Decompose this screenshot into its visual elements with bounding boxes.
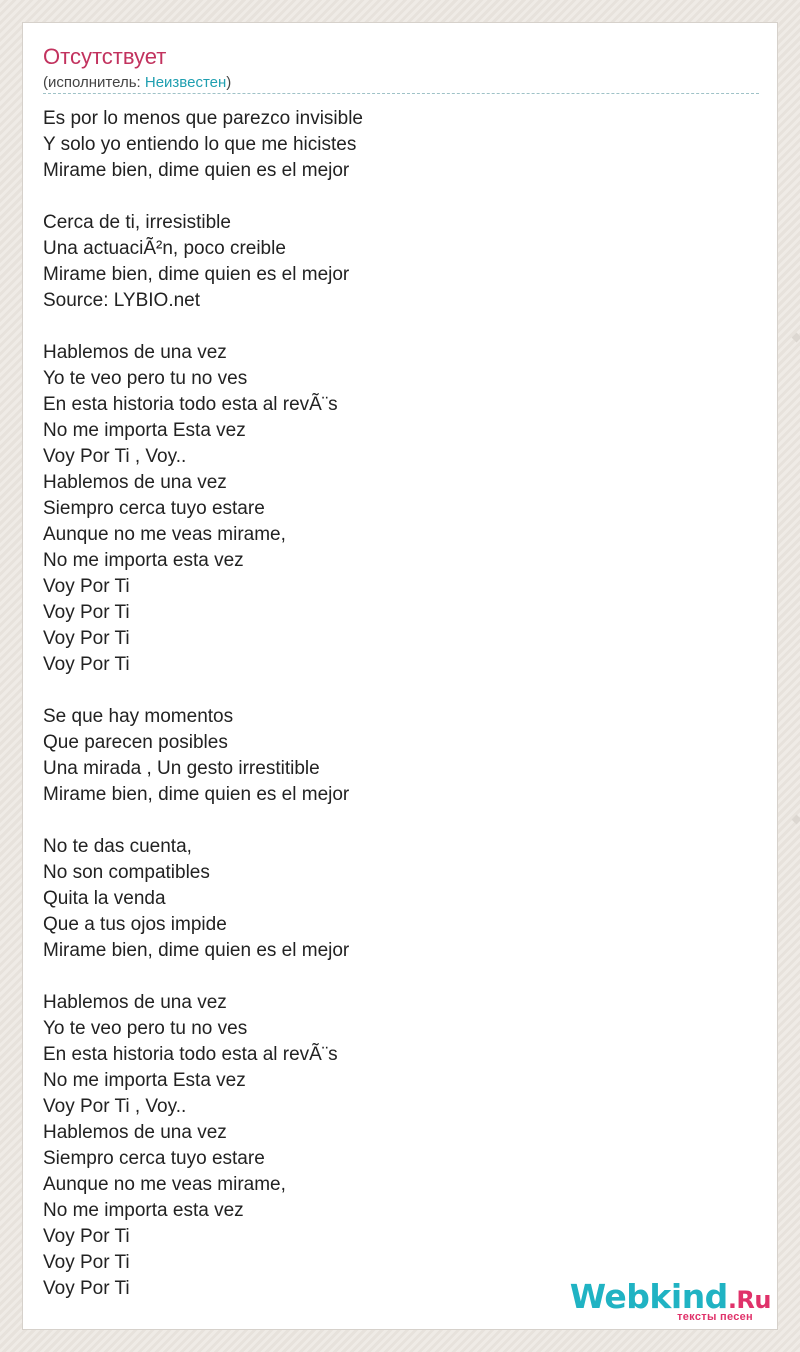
lyric-line: Voy Por Ti (43, 1278, 130, 1299)
lyric-line: Siempro cerca tuyo estare (43, 498, 265, 519)
lyric-blank-line (43, 808, 743, 834)
lyric-blank-line (43, 184, 743, 210)
lyric-line: Que parecen posibles (43, 732, 228, 753)
logo-tagline: тексты песен (677, 1311, 753, 1323)
lyric-line: Voy Por Ti (43, 1252, 130, 1273)
artist-link[interactable]: Неизвестен (144, 74, 227, 91)
lyric-line: Mirame bien, dime quien es el mejor (43, 264, 350, 285)
lyric-line: Hablemos de una vez (43, 342, 227, 363)
lyric-line: Se que hay momentos (43, 706, 234, 727)
lyric-line: Mirame bien, dime quien es el mejor (43, 784, 350, 805)
lyric-line: Voy Por Ti (43, 1226, 130, 1247)
lyric-line: Voy Por Ti , Voy.. (43, 1096, 187, 1117)
lyric-line: En esta historia todo esta al revÃ¨s (43, 394, 338, 415)
lyric-line: Aunque no me veas mirame, (43, 1174, 286, 1195)
lyric-line: No me importa esta vez (43, 1200, 244, 1221)
lyric-line: En esta historia todo esta al revÃ¨s (43, 1044, 338, 1065)
lyric-line: Voy Por Ti (43, 602, 130, 623)
lyric-blank-line (43, 964, 743, 990)
lyric-line: No te das cuenta, (43, 836, 192, 857)
lyric-blank-line (43, 678, 743, 704)
lyric-line: Yo te veo pero tu no ves (43, 368, 248, 389)
lyric-line: Hablemos de una vez (43, 1122, 227, 1143)
lyric-line: Cerca de ti, irresistible (43, 212, 231, 233)
lyric-line: Que a tus ojos impide (43, 914, 227, 935)
webkind-logo[interactable] (571, 1277, 771, 1325)
lyric-line: Aunque no me veas mirame, (43, 524, 286, 545)
lyric-line: No son compatibles (43, 862, 210, 883)
artist-suffix: ) (226, 74, 232, 91)
lyric-line: Siempro cerca tuyo estare (43, 1148, 265, 1169)
lyric-line: Una actuaciÃ²n, poco creible (43, 238, 286, 259)
lyric-line: Una mirada , Un gesto irrestitible (43, 758, 320, 779)
logo-name: Webkind (569, 1277, 728, 1316)
lyrics-text (43, 106, 743, 1302)
lyric-line: Es por lo menos que parezco invisible (43, 108, 364, 129)
lyric-line: No me importa esta vez (43, 550, 244, 571)
song-title: Отсутствует (43, 44, 167, 69)
lyric-line: Voy Por Ti , Voy.. (43, 446, 187, 467)
lyric-line: Voy Por Ti (43, 628, 130, 649)
artist-line (43, 73, 231, 93)
lyric-line: Mirame bien, dime quien es el mejor (43, 160, 350, 181)
lyric-line: Source: LYBIO.net (43, 290, 201, 311)
artist-prefix: (исполнитель: (43, 74, 145, 91)
lyric-blank-line (43, 314, 743, 340)
lyric-line: Quita la venda (43, 888, 166, 909)
title-divider (43, 93, 759, 94)
lyric-line: Y solo yo entiendo lo que me hicistes (43, 134, 357, 155)
lyric-line: Hablemos de una vez (43, 992, 227, 1013)
lyric-line: Hablemos de una vez (43, 472, 227, 493)
lyric-line: No me importa Esta vez (43, 420, 246, 441)
lyric-line: Yo te veo pero tu no ves (43, 1018, 248, 1039)
lyric-line: Voy Por Ti (43, 576, 130, 597)
lyric-line: No me importa Esta vez (43, 1070, 246, 1091)
logo-tld: .Ru (727, 1286, 771, 1314)
lyric-line: Mirame bien, dime quien es el mejor (43, 940, 350, 961)
lyrics-card (22, 22, 778, 1330)
lyric-line: Voy Por Ti (43, 654, 130, 675)
